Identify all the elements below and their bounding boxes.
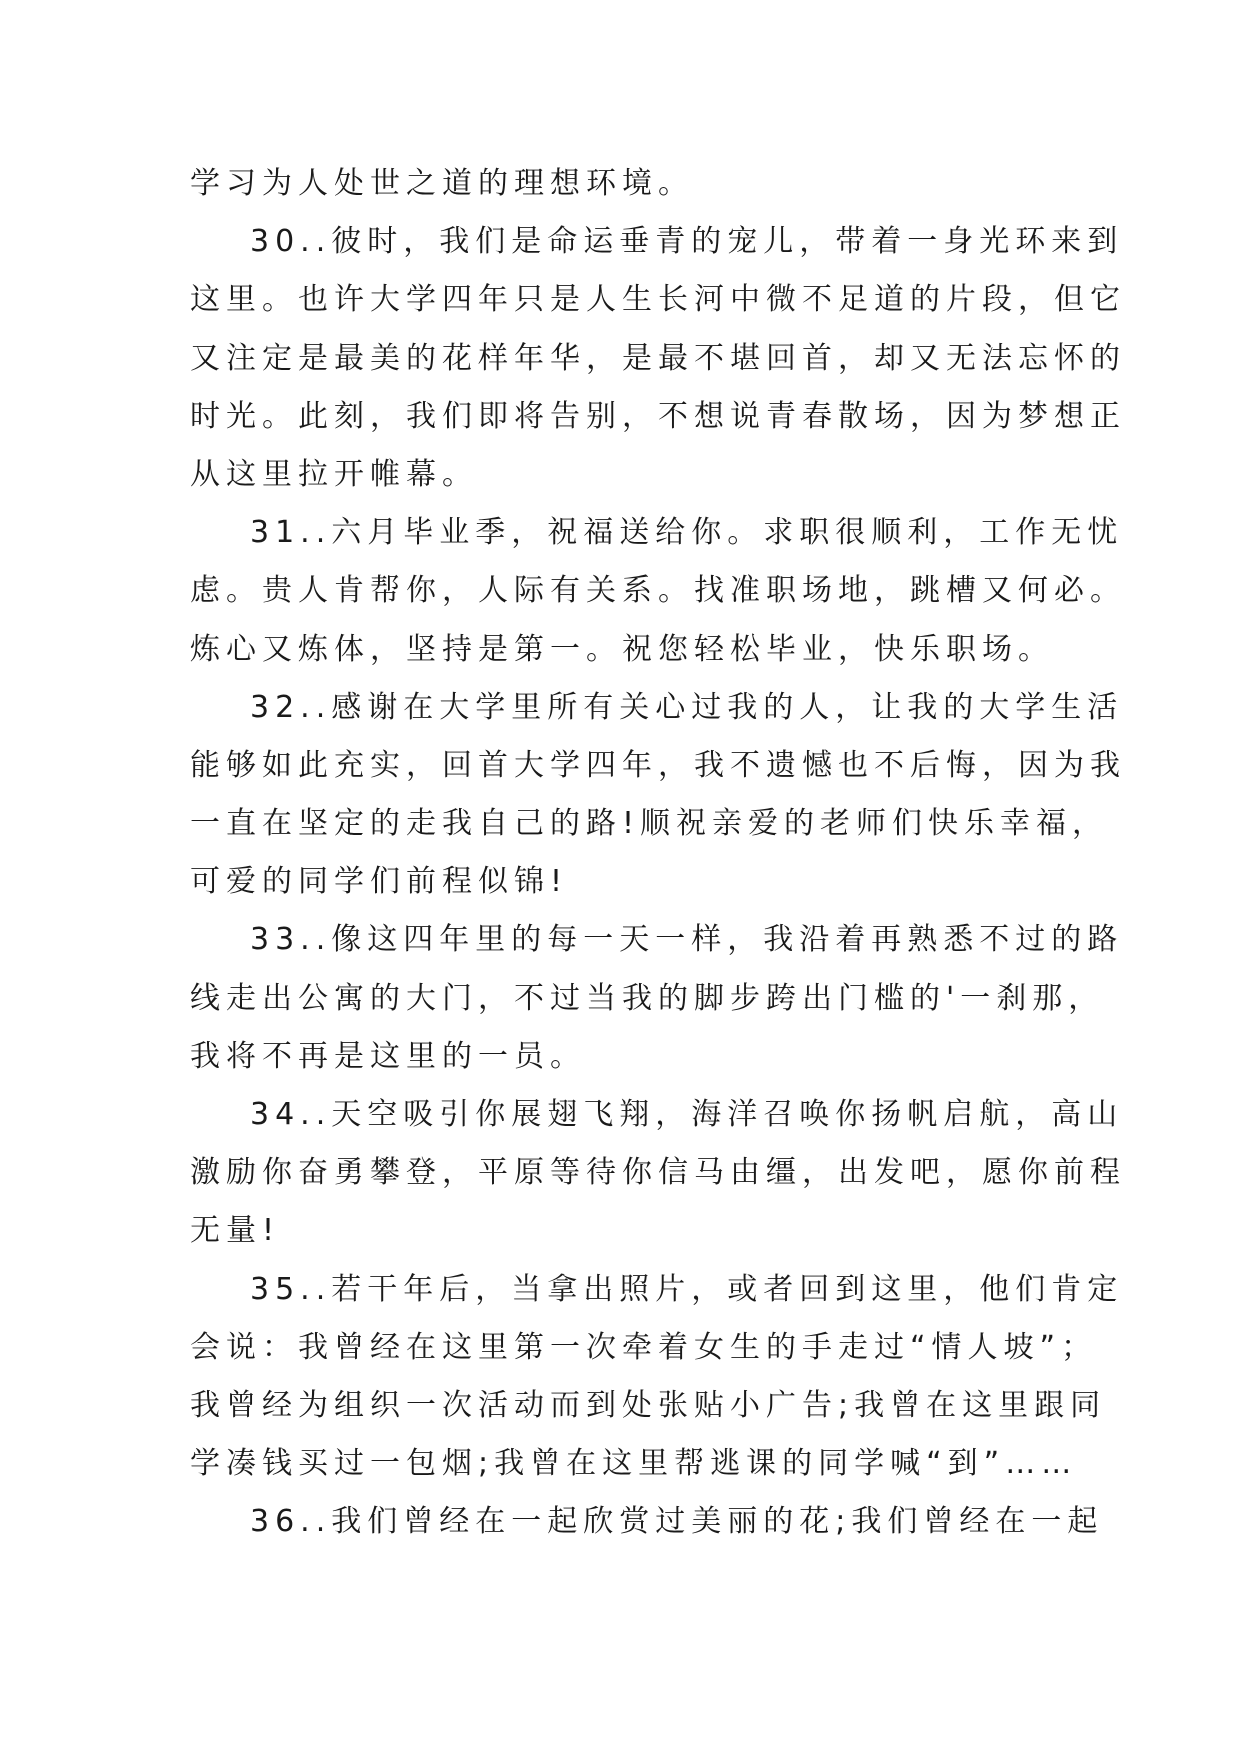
- text-line: 从这里拉开帷幕。: [190, 456, 478, 492]
- text-line: 激励你奋勇攀登，平原等待你信马由缰，出发吧，愿你前程: [190, 1155, 1126, 1191]
- paragraph-first-line: 33..像这四年里的每一天一样，我沿着再熟悉不过的路: [250, 922, 1124, 958]
- text-line: 会说：我曾经在这里第一次牵着女生的手走过“情人坡”；: [190, 1329, 1098, 1365]
- paragraph-first-line: 34..天空吸引你展翅飞翔，海洋召唤你扬帆启航，高山: [250, 1097, 1124, 1132]
- text-line: 这里。也许大学四年只是人生长河中微不足道的片段，但它: [190, 282, 1126, 318]
- text-line: 又注定是最美的花样年华，是最不堪回首，却又无法忘怀的: [190, 340, 1126, 376]
- text-line: 炼心又炼体，坚持是第一。祝您轻松毕业，快乐职场。: [190, 631, 1054, 667]
- paragraph-first-line: 35..若干年后，当拿出照片，或者回到这里，他们肯定: [250, 1271, 1124, 1307]
- paragraph-first-line: 32..感谢在大学里所有关心过我的人，让我的大学生活: [250, 689, 1124, 725]
- body-text: [190, 155, 1126, 1552]
- text-line: 可爱的同学们前程似锦!: [190, 864, 569, 900]
- text-line: 学习为人处世之道的理想环境。: [190, 166, 694, 201]
- paragraph-first-line: 31..六月毕业季，祝福送给你。求职很顺利，工作无忧: [250, 515, 1124, 551]
- text-line: 一直在坚定的走我自己的路!顺祝亲爱的老师们快乐幸福，: [190, 806, 1109, 842]
- text-line: 虑。贵人肯帮你，人际有关系。找准职场地，跳槽又何必。: [190, 573, 1126, 609]
- text-line: 无量!: [190, 1213, 281, 1249]
- text-line: 我曾经为组织一次活动而到处张贴小广告;我曾在这里跟同: [190, 1387, 1107, 1423]
- paragraph-first-line: 30..彼时，我们是命运垂青的宠儿，带着一身光环来到: [250, 224, 1124, 260]
- text-line: 我将不再是这里的一员。: [190, 1038, 586, 1074]
- text-line: 线走出公寓的大门，不过当我的脚步跨出门槛的'一刹那，: [190, 980, 1105, 1016]
- paragraph-first-line: 36..我们曾经在一起欣赏过美丽的花;我们曾经在一起: [250, 1504, 1104, 1540]
- text-line: 能够如此充实，回首大学四年，我不遗憾也不后悔，因为我: [190, 747, 1126, 783]
- text-line: 学凑钱买过一包烟;我曾在这里帮逃课的同学喊“到”……: [190, 1446, 1078, 1482]
- text-line: 时光。此刻，我们即将告别，不想说青春散场，因为梦想正: [190, 398, 1126, 434]
